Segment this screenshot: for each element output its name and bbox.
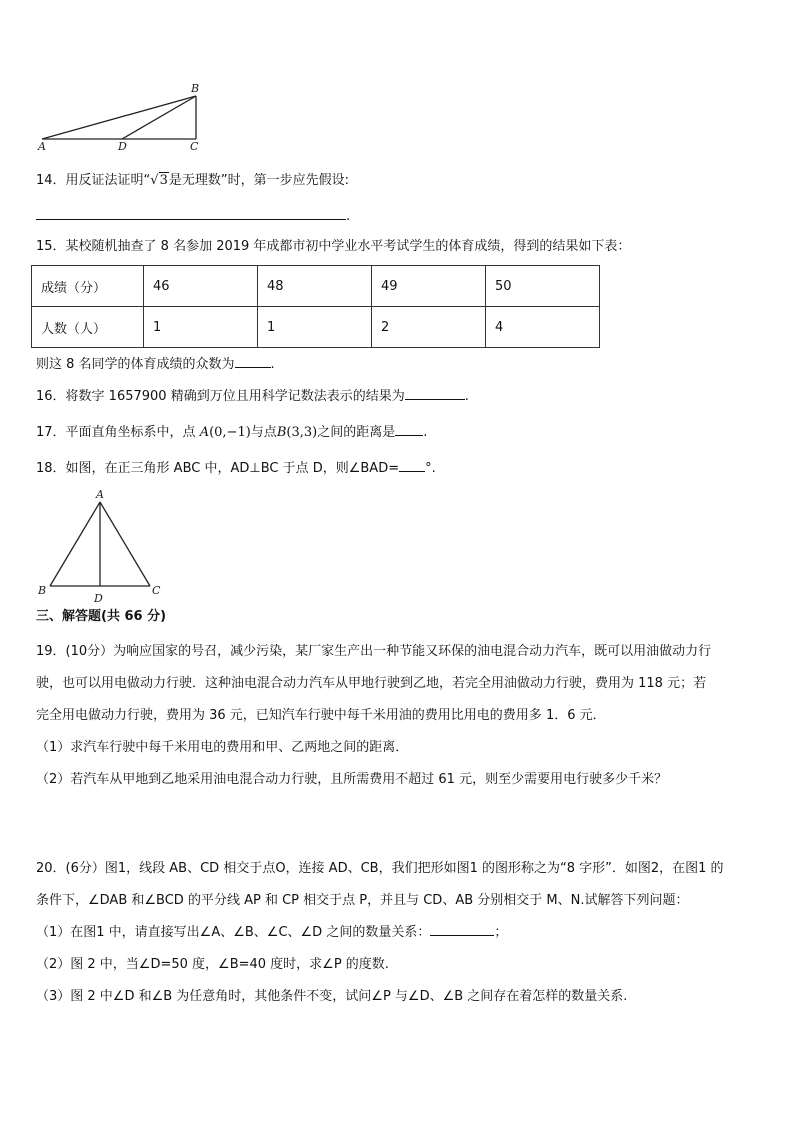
label-B: B xyxy=(38,584,47,597)
table-row xyxy=(32,266,600,307)
q15-text: 15．某校随机抽查了 8 名参加 2019 年成都市初中学业水平考试学生的体育成绩，得到的结果如下表： xyxy=(36,239,631,254)
equilateral-triangle-figure xyxy=(34,486,166,608)
q20-sub1-before: （1）在图1 中，请直接写出∠A、∠B、∠C、∠D 之间的数量关系： xyxy=(36,925,431,940)
q17-before: 17．平面直角坐标系中，点 xyxy=(36,425,196,440)
q15-question-before: 则这 8 名同学的体育成绩的众数为 xyxy=(36,357,235,372)
label-D: D xyxy=(94,592,103,605)
table-cell: 2 xyxy=(372,307,486,348)
q17-middle: 与点 xyxy=(250,425,277,440)
q19-sub1: （1）求汽车行驶中每千米用电的费用和甲、乙两地之间的距离． xyxy=(36,740,409,755)
q17-answer-blank[interactable] xyxy=(395,423,423,436)
label-D: D xyxy=(118,140,127,153)
label-B: B xyxy=(191,82,200,95)
q19-line: 驶，也可以用电做动力行驶．这种油电混合动力汽车从甲地行驶到乙地，若完全用油做动力行驶，费用为 118 元；若 xyxy=(36,676,707,691)
q14-number: 14． xyxy=(36,173,66,188)
q20-sub3: （3）图 2 中∠D 和∠B 为任意角时，其他条件不变，试问∠P 与∠D、∠B 之间存在着怎样的数量关系. xyxy=(36,989,628,1004)
section-heading xyxy=(36,607,166,627)
q17-coords-A: (0,−1) xyxy=(209,425,251,440)
label-A: A xyxy=(96,488,104,501)
q17-point-B: B xyxy=(276,425,287,440)
question-15 xyxy=(36,237,630,257)
q17-coords-B: (3,3) xyxy=(286,425,318,440)
segment-BD xyxy=(122,96,196,139)
sqrt-radicand: 3 xyxy=(159,173,168,188)
q19-line: 完全用电做动力行驶，费用为 36 元，已知汽车行驶中每千米用油的费用比用电的费用多 1．6 元． xyxy=(36,708,606,723)
table-cell: 4 xyxy=(486,307,600,348)
question-18 xyxy=(36,459,436,479)
table-cell: 人数（人） xyxy=(32,307,144,348)
q20-sub1-after: ； xyxy=(494,925,508,940)
label-A: A xyxy=(38,140,46,153)
q19-line: 19．(10分）为响应国家的号召，减少污染，某厂家生产出一种节能又环保的油电混合动力汽车，既可以用油做动力行 xyxy=(36,644,712,659)
q20-line: 20．(6分）图1，线段 AB、CD 相交于点O，连接 AD、CB，我们把形如图1 的图形称之为“8 字形”．如图2，在图1 的 xyxy=(36,861,724,876)
table-cell: 48 xyxy=(258,266,372,307)
q16-after: . xyxy=(464,389,469,404)
q18-before: 18．如图，在正三角形 ABC 中，AD⊥BC 于点 D，则∠BAD= xyxy=(36,461,400,476)
q14-text-after: 是无理数”时，第一步应先假设: xyxy=(168,173,349,188)
label-C: C xyxy=(190,140,199,153)
q20-sub1 xyxy=(36,917,724,949)
side-AC xyxy=(100,502,150,586)
question-20 xyxy=(36,853,724,1013)
question-19 xyxy=(36,636,711,796)
table-cell: 1 xyxy=(144,307,258,348)
question-14 xyxy=(36,171,349,191)
q14-answer-blank[interactable] xyxy=(36,207,346,220)
scores-table xyxy=(31,265,600,348)
q15-answer-blank[interactable] xyxy=(235,355,271,368)
q17-end: . xyxy=(423,425,428,440)
q16-before: 16．将数字 1657900 精确到万位且用科学记数法表示的结果为 xyxy=(36,389,405,404)
question-17 xyxy=(36,423,427,443)
q17-after: 之间的距离是 xyxy=(317,425,396,440)
q15-question-after: . xyxy=(270,357,275,372)
table-row xyxy=(32,307,600,348)
q18-after: °. xyxy=(425,461,436,476)
table-cell: 49 xyxy=(372,266,486,307)
q18-answer-blank[interactable] xyxy=(399,459,425,472)
q14-text-before: 用反证法证明“ xyxy=(65,173,151,188)
sqrt-3: √3 xyxy=(150,173,168,188)
section-title: 三、解答题(共 66 分) xyxy=(36,609,167,624)
table-cell: 46 xyxy=(144,266,258,307)
label-C: C xyxy=(152,584,161,597)
q14-answer-end: . xyxy=(346,209,351,224)
q14-answer-line xyxy=(36,207,350,227)
side-AB xyxy=(42,96,196,139)
q15-question xyxy=(36,355,275,375)
side-AB xyxy=(50,502,100,586)
table-cell: 成绩（分） xyxy=(32,266,144,307)
q20-sub2: （2）图 2 中，当∠D=50 度，∠B=40 度时，求∠P 的度数. xyxy=(36,957,389,972)
right-triangle-figure xyxy=(34,82,214,154)
q17-point-A: A xyxy=(199,425,210,440)
q19-sub2: （2）若汽车从甲地到乙地采用油电混合动力行驶，且所需费用不超过 61 元，则至少需要用电行驶多少千米？ xyxy=(36,772,668,787)
table-cell: 1 xyxy=(258,307,372,348)
question-16 xyxy=(36,387,469,407)
q20-line: 条件下，∠DAB 和∠BCD 的平分线 AP 和 CP 相交于点 P，并且与 CD、AB 分别相交于 M、N.试解答下列问题： xyxy=(36,893,689,908)
q20-answer-blank[interactable] xyxy=(430,923,494,936)
q16-answer-blank[interactable] xyxy=(405,387,465,400)
table-cell: 50 xyxy=(486,266,600,307)
